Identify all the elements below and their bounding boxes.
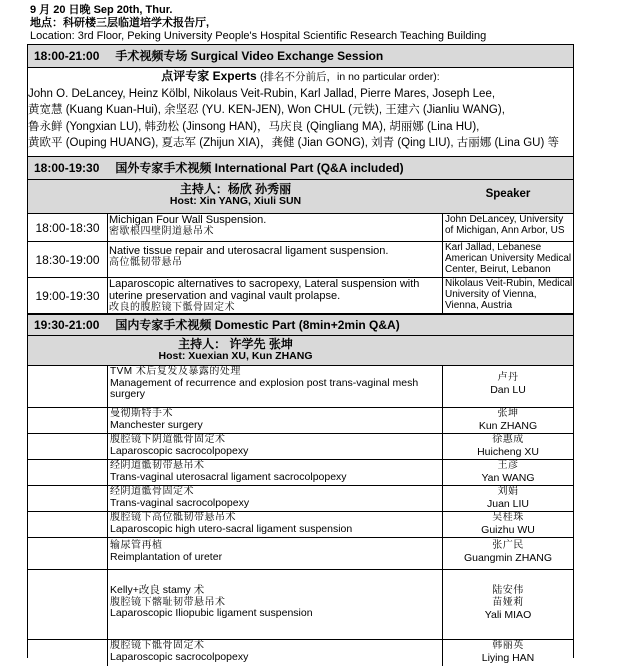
speaker-en-2: Yali MIAO xyxy=(484,609,532,621)
talk-topic-cn: 腹腔镜下骶骨固定术 xyxy=(110,640,205,651)
table-row xyxy=(28,434,573,460)
talk-topic-cn: 曼彻斯特手术 xyxy=(110,408,173,419)
speaker-cn-2: 苗娅莉 xyxy=(492,597,524,608)
talk-topic-en: Management of recurrence and explosion post trans-vaginal mesh surgery xyxy=(110,376,419,400)
talk-topic-en: Trans-vaginal sacrocolpopexy xyxy=(110,496,250,509)
table-row xyxy=(28,570,573,640)
talk-topic xyxy=(108,434,443,459)
talk-topic-cn: 改良的腹腔镜下骶骨固定术 xyxy=(109,302,235,313)
venue-cn: 地点：科研楼三层临道培学术报告厅, xyxy=(30,17,210,29)
talk-time-cell xyxy=(28,366,108,407)
domestic-chair-row xyxy=(28,336,573,366)
talk-topic xyxy=(108,570,443,639)
talk-topic-cn: 经阴道骶骨固定术 xyxy=(110,486,194,497)
experts-note: (排名不分前后，in no particular order): xyxy=(259,71,440,83)
talk-topic xyxy=(108,538,443,569)
speaker-en: Juan LIU xyxy=(486,498,530,510)
speaker-en: Yan WANG xyxy=(481,472,535,484)
talk-topic xyxy=(108,512,443,537)
talk-topic xyxy=(108,214,443,241)
talk-time-cell xyxy=(28,460,108,485)
program-table xyxy=(27,44,574,664)
talk-time-cell xyxy=(28,512,108,537)
experts-line: 黄宽慧 (Kuang Kuan-Hui), 余坚忍 (YU. KEN-JEN), Won CHUL (元铁), 王建六 (Jianliu WANG), xyxy=(28,104,505,116)
speaker-cn: 卢丹 xyxy=(497,372,519,383)
table-row xyxy=(28,460,573,486)
experts-title-text: 点评专家 Experts xyxy=(161,69,257,83)
talk-topic-en-2: Laparoscopic Iliopubic ligament suspension xyxy=(110,607,313,619)
talk-time-cell xyxy=(28,570,108,639)
talk-speaker xyxy=(443,486,573,511)
talk-topic-cn: 腹腔镜下阴道骶骨固定术 xyxy=(110,434,226,445)
speaker-en: Huicheng XU xyxy=(477,446,539,458)
speaker-cn: 徐惠成 xyxy=(492,434,524,445)
talk-speaker xyxy=(443,366,573,407)
domestic-chair-en: Host: Xuexian XU, Kun ZHANG xyxy=(158,350,313,362)
speaker-cn: 王彦 xyxy=(497,460,519,471)
talk-time: 18:30-19:00 xyxy=(28,242,108,277)
talk-speaker xyxy=(443,640,573,666)
talk-topic-en: Trans-vaginal uterosacral ligament sacrocolpopexy xyxy=(110,470,347,483)
international-bar xyxy=(28,156,573,180)
talk-topic xyxy=(108,640,443,666)
table-row xyxy=(28,278,573,314)
table-row xyxy=(28,214,573,242)
talk-speaker xyxy=(443,512,573,537)
talk-speaker xyxy=(443,538,573,569)
talk-topic-cn: 高位骶韧带悬吊 xyxy=(109,257,183,268)
talk-topic xyxy=(108,278,443,313)
talk-time-cell xyxy=(28,486,108,511)
talk-time-cell xyxy=(28,434,108,459)
experts-line: 鲁永鲜 (Yongxian LU), 韩劲松 (Jinsong HAN)，马庆良 (Qingliang MA), 胡丽娜 (Lina HU), xyxy=(28,120,480,133)
talk-topic-en: Laparoscopic sacrocolpopexy xyxy=(110,650,249,663)
talk-speaker xyxy=(443,460,573,485)
speaker-cn: 张坤 xyxy=(497,408,519,419)
speaker-header: Speaker xyxy=(485,188,531,200)
session-bar xyxy=(28,44,573,68)
talk-speaker xyxy=(443,408,573,433)
international-chair-row xyxy=(28,180,573,214)
domestic-bar xyxy=(28,314,573,336)
international-chair-cn: 主持人：杨欣 孙秀丽 xyxy=(179,182,292,196)
talk-speaker: Nikolaus Veit-Rubin, Medical University of Vienna, Vienna, Austria xyxy=(445,278,573,311)
table-row xyxy=(28,538,573,570)
talk-topic-en: Reimplantation of ureter xyxy=(110,550,223,563)
table-row xyxy=(28,640,573,666)
speaker-cn: 张广民 xyxy=(492,540,524,551)
talk-speaker: John DeLancey, University of Michigan, Ann Arbor, US xyxy=(445,214,565,236)
talk-speaker: Karl Jallad, Lebanese American University Medical Center, Beirut, Lebanon xyxy=(445,242,572,275)
session-time: 18:00-21:00 xyxy=(34,49,100,63)
domestic-chair-cn: 主持人： 许学先 张坤 xyxy=(178,337,293,351)
talk-time-cell xyxy=(28,538,108,569)
talk-speaker xyxy=(443,434,573,459)
talk-topic-en: Manchester surgery xyxy=(110,418,203,431)
speaker-en: Guizhu WU xyxy=(481,524,535,536)
table-row xyxy=(28,486,573,512)
venue-en: Location: 3rd Floor, Peking University People's Hospital Scientific Research Teaching Building xyxy=(30,30,487,42)
table-row xyxy=(28,408,573,434)
session-title: 手术视频专场 Surgical Video Exchange Session xyxy=(115,49,384,63)
talk-topic xyxy=(108,408,443,433)
table-row xyxy=(28,366,573,408)
talk-topic-en: Laparoscopic sacrocolpopexy xyxy=(110,444,249,457)
talk-topic-en: Laparoscopic alternatives to sacropexy, Lateral suspension with uterine preservation and vaginal vault prolapse. xyxy=(109,278,420,302)
speaker-cn: 刘娟 xyxy=(497,486,519,497)
talk-topic xyxy=(108,242,443,277)
talk-time: 19:00-19:30 xyxy=(28,278,108,313)
speaker-en: Guangmin ZHANG xyxy=(463,552,553,564)
experts-line: 黄欧平 (Ouping HUANG), 夏志军 (Zhijun XIA)，龚健 (Jian GONG), 刘青 (Qing LIU), 古丽娜 (Lina GU) 等 xyxy=(28,137,559,149)
speaker-cn: 吴桂珠 xyxy=(492,512,524,523)
talk-time-cell xyxy=(28,640,108,666)
talk-topic-cn-2: 腹腔镜下髂耻韧带悬吊术 xyxy=(110,596,226,608)
talk-topic-cn: 密歇根四壁阴道悬吊术 xyxy=(109,226,214,237)
international-time: 18:00-19:30 xyxy=(34,161,100,175)
domestic-time: 19:30-21:00 xyxy=(34,318,100,332)
talk-topic-cn: 输尿管再植 xyxy=(110,540,163,551)
speaker-en: Dan LU xyxy=(490,384,526,396)
speaker-cn: 韩丽英 xyxy=(492,640,524,651)
speaker-en: Kun ZHANG xyxy=(478,420,538,432)
talk-speaker xyxy=(443,570,573,639)
talk-topic-cn: 腹腔镜下高位骶韧带悬吊术 xyxy=(110,512,236,523)
table-row xyxy=(28,512,573,538)
talk-topic-cn: TVM 术后复发及暴露的处理 xyxy=(110,366,241,377)
experts-line: John O. DeLancey, Heinz Kölbl, Nikolaus Veit-Rubin, Karl Jallad, Pierre Mares, Joseph Lee, xyxy=(28,87,496,100)
international-title: 国外专家手术视频 International Part (Q&A included) xyxy=(115,161,404,175)
experts-block xyxy=(28,68,573,154)
speaker-cn: 陆安伟 xyxy=(492,585,524,596)
table-row xyxy=(28,242,573,278)
talk-time: 18:00-18:30 xyxy=(28,214,108,241)
talk-topic-en: Michigan Four Wall Suspension. xyxy=(109,214,267,226)
talk-time-cell xyxy=(28,408,108,433)
talk-topic-en: Native tissue repair and uterosacral ligament suspension. xyxy=(109,245,389,257)
talk-topic-cn: 经阴道骶韧带悬吊术 xyxy=(110,460,205,471)
experts-title xyxy=(28,68,573,86)
date-line: 9 月 20 日晚 Sep 20th, Thur. xyxy=(30,4,173,16)
international-chair-en: Host: Xin YANG, Xiuli SUN xyxy=(169,195,302,207)
talk-topic xyxy=(108,486,443,511)
speaker-en: Liying HAN xyxy=(481,652,535,664)
talk-topic xyxy=(108,460,443,485)
domestic-title: 国内专家手术视频 Domestic Part (8min+2min Q&A) xyxy=(115,318,400,332)
talk-topic-cn: Kelly+改良 stamy 术 xyxy=(110,584,205,596)
talk-topic xyxy=(108,366,443,407)
talk-topic-en: Laparoscopic high utero-sacral ligament suspension xyxy=(110,522,353,535)
